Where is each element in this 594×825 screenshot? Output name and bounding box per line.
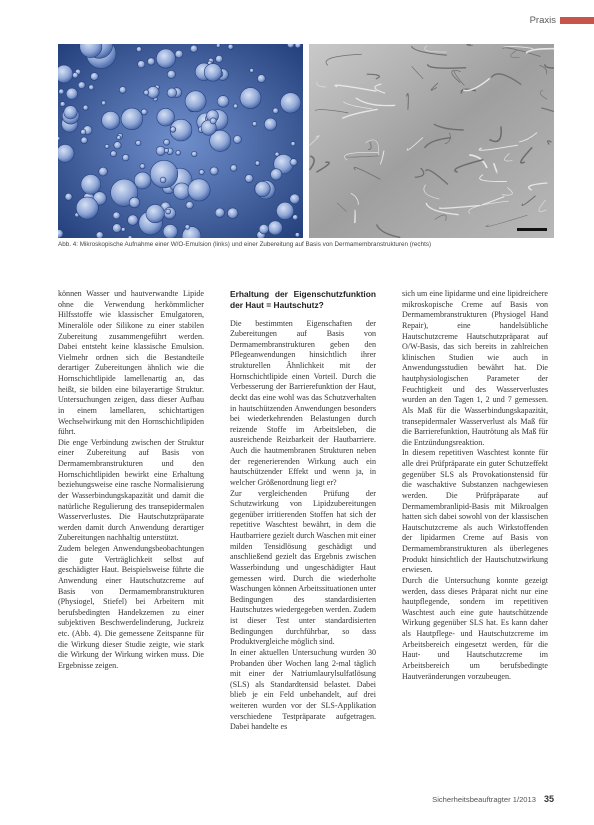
droplet xyxy=(210,118,216,124)
text-column-3 xyxy=(402,289,548,682)
droplet xyxy=(66,88,77,99)
droplet xyxy=(185,225,190,230)
droplet xyxy=(76,197,98,219)
droplet xyxy=(65,193,72,200)
droplet xyxy=(83,105,88,110)
paragraph: können Wasser und hautverwandte Lipide ohne die Verwendung herkömmlicher Hilfsstoffe wie klassischer Emulgatoren, Mineralöle oder Silikone zu einer stabilen Zubereitung zusammengeführt werden. Dabei entsteht keine klassische Emulsion. Vielmehr ordnen sich die Bestandteile derartiger Zubereitungen ähnlich wie die Hornschichtlipide lamellenartig an, das heißt, sie bilden eine bilayerartige Struktur. Untersuchungen zeigen, dass dieser Aufbau in einem lamellaren, schichtartigen Wechselwirkung mit den Hornschichtlipiden führt. xyxy=(58,289,204,437)
paragraph: In diesem repetitiven Waschtest konnte für alle drei Prüfpräparate ein guter Schutzeffekt gegenüber SLS als Provokationstensid für die waschaktive Substanzen nachgewiesen werden. Die Prüfpräparate auf Dermamembranlipid-Basis mit Mikroalgen hatten sich dabei sowohl von der klassischen Hautschutzcreme als auch Wirkstoffenden der lipidarmen Creme auf Basis von Dermamembranstrukturen als überlegenes Produkt hinsichtlich der Hautschutzwirkung erwiesen. xyxy=(402,448,548,575)
droplet xyxy=(111,151,117,157)
droplet xyxy=(290,159,297,166)
droplet xyxy=(73,73,79,79)
droplet xyxy=(102,101,106,105)
droplet xyxy=(252,122,257,127)
page-footer xyxy=(432,794,554,804)
droplet xyxy=(255,181,270,196)
droplet xyxy=(192,151,197,156)
paragraph: In einer aktuellen Untersuchung wurden 30 Probanden über Wochen lang 2-mal täglich mit einer der Natriumlaurylsulfatlösung (SLS) als Standardtensid belastet. Dabei blieb je ein Feld unbehandelt, auf drei weiteren wurden vor der SLS-Applikation verschiedene Testpräparate aufgetragen. Dabei handelte es xyxy=(230,647,376,732)
droplet xyxy=(245,174,253,182)
droplet xyxy=(121,108,143,130)
droplet xyxy=(186,202,193,209)
droplet xyxy=(122,154,129,161)
droplet xyxy=(141,109,147,115)
droplet xyxy=(81,129,86,134)
droplet xyxy=(273,108,279,114)
droplet xyxy=(175,50,183,58)
droplet xyxy=(210,167,218,175)
droplet xyxy=(280,93,300,113)
micrograph-right xyxy=(309,44,554,238)
droplet xyxy=(105,144,109,148)
droplet xyxy=(268,221,282,235)
droplet xyxy=(176,150,181,155)
droplet xyxy=(240,88,261,109)
text-column-1 xyxy=(58,289,204,672)
droplet xyxy=(295,44,301,48)
droplet xyxy=(147,58,154,65)
droplet xyxy=(216,44,220,48)
droplet xyxy=(163,224,177,238)
droplet xyxy=(164,148,168,152)
droplet xyxy=(117,136,121,140)
paragraph: Die bestimmten Eigenschaften der Zubereitungen auf Basis von Dermamembranstrukturen geben den Pflegeanwendungen hinsichtlich ihrer strukturellen Ähnlichkeit mit der Hornschichtlipide einen Vorteil. Durch die Verbesserung der Barrierefunktion der Haut, deckt das eine wohl was das Schutzverhalten in hautschützenden Anwendungen besonders bei wiederkehrenden Belastungen durch reizende Stoffe im Arbeitsleben, die ausreichende Reizbarkeit der Hautbarriere. Auch die hautmembranen Strukturen neben der regenerierenden Wirkung auch ein hautschützender Effekt und wenn ja, in welcher Größenordnung liegt er? xyxy=(230,318,376,487)
droplet xyxy=(64,106,77,119)
droplet xyxy=(199,170,204,175)
section-tag xyxy=(530,14,594,26)
droplet xyxy=(114,142,121,149)
droplet xyxy=(58,137,60,141)
droplet xyxy=(78,82,85,89)
droplet xyxy=(233,136,241,144)
droplet xyxy=(167,88,177,98)
paragraph: sich um eine lipidarme und eine lipidreichere mikroskopische Creme auf Basis von Dermamembranstrukturen (Physiogel Hand Repair), eine handelsübliche Hautschutzcreme Hautschutzpräparat auf O/W-Basis, das sich bereits in zahlreichen klinischen Studien wie auch in Anwendungsstudien bewährt hat. Die hautphysiologischen Parameter der Feuchtigkeit und des Wasserverlustes wurden an den Tagen 1, 2 und 7 gemessen. Als Maß für die Wasserbindungskapazität, transepidermaler Wasserverlust als Maß für die Barrierefunktion, Hautrötung als Maß für die Entzündungsreaktion. xyxy=(402,289,548,447)
paragraph: Die enge Verbindung zwischen der Struktur einer Zubereitung auf Basis von Dermamembranstrukturen und den Hornschichtlipiden bewirkt eine Erhaltung beziehungsweise eine rasche Normalisierung der Wasserbindungskapazität und damit die natürliche Regulierung des transepidermalen Wasserverlustes. Die Hautschutzpräparate werden damit durch Anwendung derartiger Zubereitungen nachhaltig unterstützt. xyxy=(58,437,204,543)
droplet xyxy=(271,169,282,180)
droplet xyxy=(216,55,223,62)
droplet xyxy=(150,160,178,188)
droplet xyxy=(188,179,210,201)
droplet xyxy=(295,233,299,237)
figure xyxy=(58,44,554,238)
droplet xyxy=(257,75,265,83)
droplet xyxy=(99,167,108,176)
droplet xyxy=(157,108,175,126)
droplet xyxy=(136,47,141,52)
droplet xyxy=(227,208,238,219)
droplet xyxy=(81,137,88,144)
droplet xyxy=(164,139,170,145)
droplet xyxy=(140,164,145,169)
scale-bar xyxy=(517,228,547,231)
droplet xyxy=(59,89,64,94)
section-heading: Erhaltung der Eigenschutzfunktion der Haut = Hautschutz? xyxy=(230,289,376,310)
page-number: 35 xyxy=(543,794,554,804)
droplet xyxy=(128,215,139,226)
droplet xyxy=(287,44,294,48)
droplet xyxy=(136,140,141,145)
droplet xyxy=(134,172,151,189)
droplet xyxy=(291,142,295,146)
section-label: Praxis xyxy=(529,14,556,26)
journal-name: Sicherheitsbeauftragter 1/2013 xyxy=(432,795,536,804)
text-column-2 xyxy=(230,289,376,733)
droplet xyxy=(293,215,298,220)
droplet xyxy=(81,175,101,195)
droplet xyxy=(138,61,145,68)
figure-caption: Abb. 4: Mikroskopische Aufnahme einer W/O-Emulsion (links) und einer Zubereitung auf Basis von Dermamembranstrukturen (rechts) xyxy=(58,241,432,248)
droplet xyxy=(113,212,120,219)
micrograph-left xyxy=(58,44,303,238)
droplet xyxy=(58,145,74,163)
droplet xyxy=(156,49,175,68)
droplet xyxy=(185,91,206,112)
droplet xyxy=(255,161,260,166)
droplet xyxy=(228,44,233,49)
droplet xyxy=(264,118,276,130)
droplet xyxy=(121,228,125,232)
droplet xyxy=(129,197,140,208)
droplet xyxy=(102,111,120,129)
droplet xyxy=(215,208,224,217)
droplet xyxy=(173,183,190,200)
droplet xyxy=(204,64,222,82)
droplet xyxy=(217,96,229,108)
droplet xyxy=(144,90,149,95)
droplet xyxy=(166,209,171,214)
droplet xyxy=(170,127,176,133)
droplet xyxy=(128,236,132,238)
droplet xyxy=(96,232,103,238)
droplet xyxy=(156,146,165,155)
droplet xyxy=(113,224,122,233)
droplet xyxy=(276,202,293,219)
droplet xyxy=(233,104,237,108)
droplet xyxy=(91,73,99,81)
paragraph: Durch die Untersuchung konnte gezeigt werden, dass dieses Präparat nicht nur eine hautpflegende, sondern im repetitiven Waschtest auch eine gute hautschützende Wirkung gegenüber SLS hat. Es kann daher als Hautpflege- und Hautschutzcreme im Arbeitsbereich eingesetzt werden, für die Haut- und Hautschutzcreme im Arbeitsbereich um berufsbedingte Hautveränderungen vorzubeugen. xyxy=(402,575,548,681)
droplet xyxy=(60,102,65,107)
droplet xyxy=(250,69,254,73)
paragraph: Zudem belegen Anwendungsbeobachtungen die gute Verträglichkeit selbst auf geschädigter Haut. Beispielsweise führte die Anwendung einer Hautschutzcreme auf Basis von Dermamembranstrukturen (Physiogel, Stiefel) bei Arbeitern mit berufsbedingten Handekzemen zu einer subjektiven Beschwerdelinderung, Juckreiz etc. (Abb. 4). Die gemessene Zeitspanne für die Wirkung dieser Studie zeigte, wie stark die Wirkung der Wirkung wirken muss. Die Ergebnisse zeigen. xyxy=(58,544,204,670)
paragraph: Zur vergleichenden Prüfung der Schutzwirkung von Lipidzubereitungen gegenüber irritierenden Stoffen hat sich der repetitive Waschtest bewährt, in dem die Hautbarriere gezielt durch Waschen mit einer milden Tensidlösung geschädigt und anschließend gezielt das Ergebnis zwischen Wasserbindung und ungeschädigter Haut gemessen wird. Durch die wiederholte Waschungen können Arbeitssituationen unter Bedingungen des standardisierten Hautschutzes wiedergegeben werden. Zudem ist dieser Test unter standardisierten Bedingungen durchführbar, so dass Produktvergleiche möglich sind. xyxy=(230,488,376,647)
droplet xyxy=(190,45,197,52)
droplet xyxy=(146,204,164,222)
section-accent-bar xyxy=(560,17,594,24)
droplet xyxy=(167,70,175,78)
droplet xyxy=(230,165,237,172)
droplet xyxy=(160,177,166,183)
droplet xyxy=(119,87,126,94)
droplet xyxy=(58,65,73,83)
droplet xyxy=(290,194,300,204)
droplet xyxy=(259,224,269,234)
droplet xyxy=(89,85,94,90)
